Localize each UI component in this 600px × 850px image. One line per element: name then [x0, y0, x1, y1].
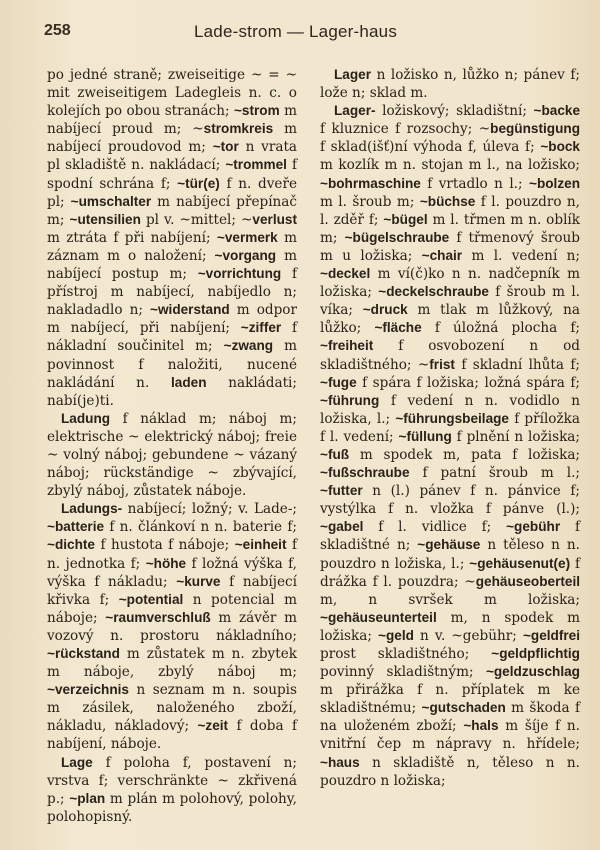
definition-text: m přirážka f n. příplatek m ke skladištnému; — [320, 682, 580, 717]
headword: frist — [429, 356, 455, 372]
definition-text: f skladištné n; — [320, 519, 581, 554]
headword: Ladungs- — [61, 501, 123, 517]
definition-text: f kluznice f rozsochy; ~ — [320, 121, 491, 138]
definition-text: f l. vidlice f; — [363, 519, 507, 536]
headword: ~fußschraube — [320, 465, 410, 481]
headword: ~verzeichnis — [47, 682, 129, 698]
headword: ~widerstand — [150, 302, 230, 318]
headword: ~gutschaden — [421, 700, 506, 716]
definition-text: prost skladištného; — [320, 646, 492, 662]
headword: ~zwang — [223, 338, 274, 354]
definition-text: f skladní lhůta f; — [454, 356, 580, 373]
headword: ~führung — [320, 392, 380, 408]
definition-text: povinný skladištným; — [320, 664, 486, 681]
headword: ~bügel — [383, 211, 428, 227]
definition-text: m nabíjecí proud m; ~ — [47, 103, 297, 138]
definition-text: f plnění n ložiska; — [451, 428, 580, 445]
definition-text: m nabíjecí proudovod m; — [47, 121, 298, 156]
headword: ~gehäusenut(e) — [469, 555, 571, 571]
definition-text: f spára f ložiska; ložná spára f; — [356, 374, 580, 391]
headword: ~plan — [69, 790, 106, 806]
definition-text: n ložisko n, lůžko n; pánev f; lože n; sklad m. — [320, 67, 580, 102]
definition-text: n vrata pl skladiště n. nakládací; — [47, 139, 298, 174]
definition-text: m závěr m vozový n. prostoru nákladního; — [47, 609, 298, 644]
definition-text: m odpor m nabíjecí, při nabíjení; — [47, 302, 297, 337]
running-head: Lade-strom — Lager-haus — [194, 22, 398, 41]
definition-text: f spodní schrána f; — [47, 157, 297, 192]
definition-text: f n. článkoví n n. baterie f; — [104, 519, 297, 536]
definition-text: n (l.) pánev f n. pánvice f; vystýlka f n. vložka f pánve (l.); — [320, 483, 580, 518]
right-column-entry — [320, 102, 580, 790]
definition-text: f osvobození n od skladištného; ~ — [320, 338, 580, 373]
headword: stromkreis — [203, 121, 274, 137]
headword: laden — [171, 374, 207, 390]
headword: ~füllung — [398, 428, 452, 444]
definition-text: po jedné straně; zweiseitige ~ = ~ mit zweiseitigem Ladegleis n. c. o kolejích po obou stranách; — [47, 67, 297, 120]
headword: ~haus — [320, 754, 360, 770]
definition-text: nakládati; nabí(je)ti. — [47, 374, 297, 409]
definition-text: m zůstatek m n. zbytek m náboje, zbylý náboj m; — [47, 646, 297, 681]
headword: ~futter — [320, 483, 363, 499]
headword: ~gehäuseunterteil — [320, 609, 437, 625]
definition-text: m l. vedení n; — [462, 247, 580, 264]
headword: ~ziffer — [240, 320, 282, 336]
headword: ~zeit — [197, 718, 229, 734]
headword: ~fuß — [320, 446, 350, 462]
headword: ~strom — [233, 103, 280, 119]
definition-text: f přístroj m nabíjecí, nabíjedlo n; nakladadlo n; — [47, 266, 297, 319]
definition-text: f vedení n n. vodidlo n ložiska, l.; — [320, 392, 580, 427]
headword: ~geldpflichtig — [491, 646, 580, 661]
definition-text: m povinnost f naložiti, nucené nakládání n. — [47, 338, 297, 391]
page-header — [44, 20, 564, 52]
headword: ~trommel — [225, 157, 287, 173]
left-column-entry — [47, 500, 297, 753]
definition-text: f náklad m; náboj m; elektrische ~ elektrický náboj; freie ~ volný náboj; gebundene ~ vázaný náboj; rückständige ~ zbývající, zbylý náboj, zůstatek náboje. — [47, 410, 297, 500]
headword: ~einheit — [234, 537, 287, 553]
headword: ~fuge — [320, 374, 357, 390]
definition-text: m záznam m o naložení; — [47, 229, 297, 264]
definition-text: f poloha f, postavení n; vrstva f; verschränkte ~ zkřivená p.; — [47, 754, 297, 807]
definition-text: ložiskový; skladištní; — [375, 103, 534, 120]
headword: gehäuseoberteil — [475, 573, 580, 589]
headword: ~raumverschluß — [105, 609, 211, 625]
definition-text: n seznam m n. soupis m zásilek, naloženého zboží, nákladu, nákladový; — [47, 682, 297, 735]
definition-text: f šroub m l. víka; — [320, 284, 580, 319]
headword: ~führungsbeilage — [395, 410, 509, 426]
headword: verlust — [252, 211, 297, 227]
headword: ~hals — [463, 718, 499, 734]
definition-text: m l. třmen m n. oblík m; — [320, 211, 581, 246]
definition-text: pl v. ~mittel; ~ — [140, 211, 253, 228]
definition-text: m plán m polohový, polohy, polohopisný. — [47, 790, 297, 825]
headword: ~druck — [362, 302, 408, 318]
headword: ~büchse — [419, 193, 476, 209]
headword: ~geld — [378, 627, 414, 643]
definition-text: m, n svršek m ložiska; — [320, 591, 580, 608]
definition-text: f patní šroub m l.; — [409, 465, 580, 482]
headword: ~utensilien — [69, 211, 141, 227]
definition-text: m nabíjecí postup m; — [47, 247, 297, 283]
left-column — [47, 66, 297, 826]
headword: ~potential — [118, 591, 184, 607]
headword: ~batterie — [47, 519, 105, 535]
definition-text: m nabíjecí přepínač m; — [47, 193, 298, 228]
definition-text: m ztráta f při nabíjení; — [47, 229, 217, 246]
definition-text: f hustota f náboje; — [94, 537, 235, 554]
headword: ~kurve — [176, 573, 221, 589]
headword: ~dichte — [47, 537, 95, 553]
definition-text: m l. šroub m; — [320, 193, 420, 210]
definition-text: f doba f nabíjení, náboje. — [47, 718, 298, 753]
definition-text: f úložná plocha f; — [421, 320, 580, 337]
headword: ~vorgang — [214, 247, 277, 263]
headword: ~umschalter — [70, 193, 152, 209]
definition-text: m kozlík m n. stojan m l., na ložisko; — [320, 157, 580, 174]
definition-text: m, n spodek m ložiska; — [320, 609, 580, 644]
headword: ~bohrmaschine — [320, 175, 421, 191]
headword: ~deckelschraube — [378, 284, 489, 300]
headword: ~geldfrei — [522, 627, 581, 643]
right-column-entry — [320, 66, 580, 102]
headword: ~vermerk — [216, 229, 278, 245]
headword: ~tor — [212, 139, 239, 155]
left-column-entry — [47, 66, 297, 410]
headword: Lage — [61, 754, 93, 770]
headword: ~tür(e) — [177, 175, 220, 191]
left-column-entry — [47, 410, 297, 500]
headword: ~rückstand — [47, 646, 120, 661]
headword: ~freiheit — [320, 338, 374, 354]
left-column-entry — [47, 754, 297, 826]
definition-text: f n. dveře pl; — [47, 175, 297, 210]
definition-text: n v. ~gebühr; — [413, 627, 523, 644]
page-number: 258 — [44, 22, 71, 39]
headword: ~backe — [533, 103, 580, 119]
definition-text: n potencial m náboje; — [47, 591, 298, 626]
right-column — [320, 66, 580, 790]
definition-text: m šíje f n. vnitřní čep m nápravy n. hřídele; — [320, 718, 580, 753]
headword: ~bügelschraube — [344, 229, 450, 245]
headword: ~fläche — [374, 320, 422, 336]
definition-text: f ložná výška f, výška f nákladu; — [47, 555, 297, 590]
definition-text: f nákladní součinitel m; — [47, 320, 297, 355]
definition-text: f l. pouzdro n, l. zděř f; — [320, 193, 580, 228]
definition-text: f vrtadlo n l.; — [420, 175, 530, 192]
definition-text: f drážka f l. pouzdra; ~ — [320, 555, 581, 590]
definition-text: f třmenový šroub m u ložiska; — [320, 229, 580, 264]
headword: ~bolzen — [529, 175, 580, 191]
headword: ~gebühr — [506, 519, 561, 535]
headword: begünstigung — [490, 121, 580, 137]
headword: Lager- — [334, 103, 376, 119]
headword: ~chair — [421, 247, 463, 263]
definition-text: nabíjecí; ložný; v. Lade-; — [122, 501, 297, 518]
headword: ~geldzuschlag — [485, 664, 580, 680]
definition-text: n skladiště n, těleso n n. pouzdro n ložiska; — [320, 754, 580, 789]
headword: ~deckel — [320, 266, 371, 282]
definition-text: f n. jednotka f; — [47, 537, 297, 572]
definition-text: n těleso n n. pouzdro n ložiska, l.; — [320, 537, 580, 572]
headword: ~bock — [540, 139, 580, 155]
headword: ~gehäuse — [417, 537, 481, 553]
headword: Ladung — [61, 410, 111, 426]
headword: ~vorrichtung — [197, 266, 282, 282]
definition-text: f příložka f l. vedení; — [320, 410, 580, 445]
headword: Lager — [334, 67, 372, 82]
definition-text: m škoda f na uloženém zboží; — [320, 700, 580, 735]
definition-text: m spodek m, pata f ložiska; — [349, 446, 580, 463]
definition-text: m ví(č)ko n n. nadčepník m ložiska; — [320, 266, 580, 301]
definition-text: f nabíjecí křivka f; — [47, 573, 297, 608]
definition-text: f sklad(išť)ní výhoda f, úleva f; — [320, 139, 541, 156]
headword: ~höhe — [145, 555, 187, 571]
definition-text: m tlak m lůžkový, na lůžko; — [320, 302, 580, 337]
headword: ~gabel — [320, 519, 364, 535]
